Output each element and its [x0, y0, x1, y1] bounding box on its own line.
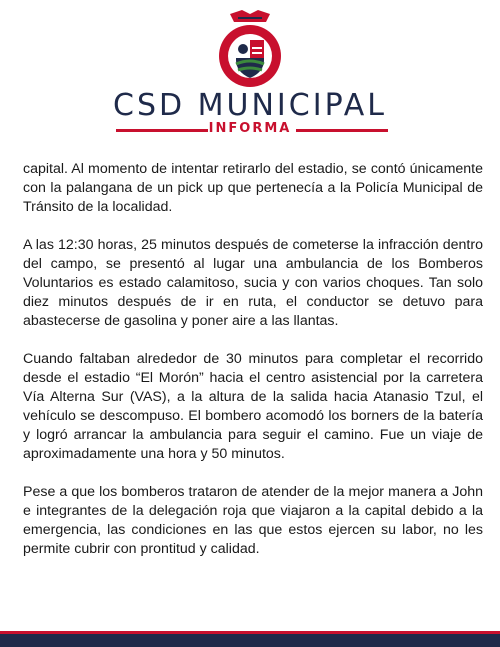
paragraph-3: Cuando faltaban alrededor de 30 minutos para completar el recorrido desde el estadio “El Morón” hacia el centro asistencial por la carretera Vía Alterna Sur (VAS), a la altura de la salida hacia Atanasio Tzul, el vehículo se descompuso. El bombero acomodó los borners de la batería y logró arrancar la ambulancia para seguir el camino. Fue un viaje de aproximadamente una hora y 50 minutos.	[23, 351, 483, 462]
header	[0, 0, 500, 150]
brand-title: CSD MUNICIPAL	[113, 88, 387, 123]
paragraph-4: Pese a que los bomberos trataron de atender de la mejor manera a John e integrantes de la delegación roja que viajaron a la capital debido a la emergencia, las condiciones en las que estos ejercen su labor, no les permite cubrir con prontitud y calidad.	[23, 484, 483, 557]
paragraph-2: A las 12:30 horas, 25 minutos después de cometerse la infracción dentro del campo, se presentó al lugar una ambulancia de los Bomberos Voluntarios es estado calamitoso, sucia y con varios choques. Tan solo diez minutos después de ir en ruta, el conductor se detuvo para abastecerse de gasolina y poner aire a las llantas.	[23, 237, 483, 329]
divider-left	[116, 129, 208, 132]
informa-label: INFORMA	[208, 121, 292, 136]
footer-bar	[0, 631, 500, 647]
footer-navy-stripe	[0, 634, 500, 647]
club-crest-icon	[212, 8, 288, 92]
article-body	[23, 160, 483, 578]
paragraph-1: capital. Al momento de intentar retirarlo del estadio, se contó únicamente con la palangana de un pick up que pertenecía a la Policía Municipal de Tránsito de la localidad.	[23, 161, 483, 215]
divider-right	[296, 129, 388, 132]
informa-banner	[0, 121, 500, 141]
